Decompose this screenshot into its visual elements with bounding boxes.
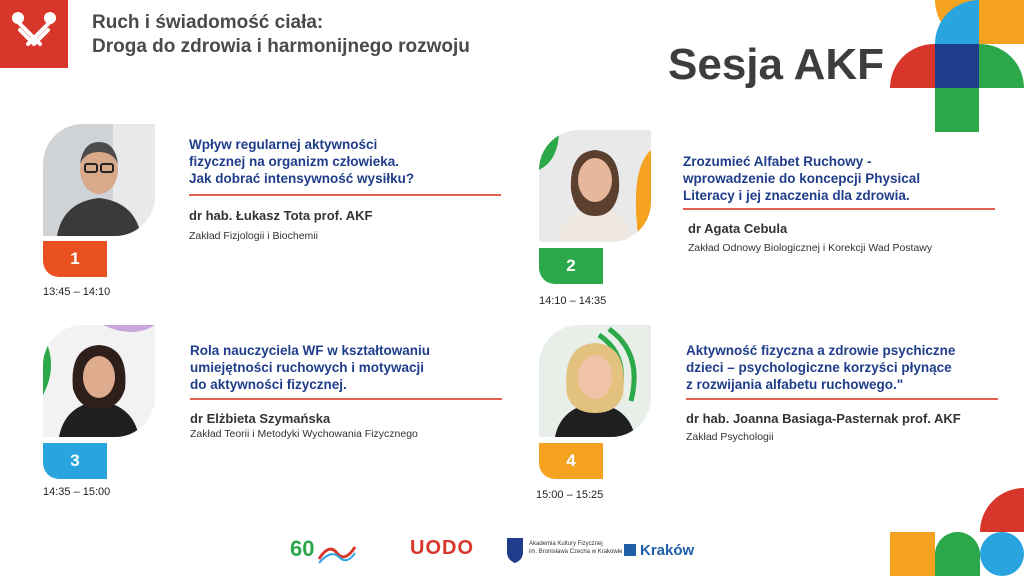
talk-time-2: 14:10 – 14:35 [539, 295, 607, 307]
speaker-photo-4 [539, 325, 651, 437]
talk-title-4: Aktywność fizyczna a zdrowie psychiczne dzieci – psychologiczne korzyści płynące z rozwijania alfabetu ruchowego." [686, 343, 956, 392]
speaker-department-1: Zakład Fizjologii i Biochemii [189, 230, 318, 242]
talk-number-badge-1: 1 [43, 241, 107, 277]
talk-time-4: 15:00 – 15:25 [536, 489, 604, 501]
speaker-name-4: dr hab. Joanna Basiaga-Pasternak prof. AKF [686, 411, 961, 426]
speaker-department-3: Zakład Teorii i Metodyki Wychowania Fizycznego [190, 428, 418, 440]
krakow-logo: Kraków [624, 542, 694, 559]
talk-number-badge-3: 3 [43, 443, 107, 479]
krakow-grid-icon [624, 544, 636, 556]
talk-time-1: 13:45 – 14:10 [43, 286, 111, 298]
speaker-photo-2 [539, 130, 651, 242]
speaker-photo-3 [43, 325, 155, 437]
talk-number-badge-4: 4 [539, 443, 603, 479]
title-line-1: Ruch i świadomość ciała: [92, 12, 324, 33]
anniversary-logo: 60 [290, 536, 380, 566]
talk-time-3: 14:35 – 15:00 [43, 486, 111, 498]
speaker-department-4: Zakład Psychologii [686, 431, 774, 443]
talk-title-3: Rola nauczyciela WF w kształtowaniu umiejętności ruchowych i motywacji do aktywności fizycznej. [190, 343, 431, 392]
speaker-name-1: dr hab. Łukasz Tota prof. AKF [189, 208, 373, 223]
title-line-2: Droga do zdrowia i harmonijnego rozwoju [92, 36, 470, 57]
talk-divider-2 [683, 208, 995, 210]
page-title [92, 11, 470, 59]
uodo-logo: UODO [410, 537, 474, 559]
brand-logo [0, 0, 68, 68]
speaker-name-3: dr Elżbieta Szymańska [190, 411, 331, 426]
akf-logo: Akademia Kultury Fizycznej im. Bronisława Czecha w Krakowie [505, 536, 605, 568]
talk-divider-4 [686, 398, 998, 400]
speaker-department-2: Zakład Odnowy Biologicznej i Korekcji Wad Postawy [688, 242, 933, 254]
speaker-name-2: dr Agata Cebula [688, 221, 788, 236]
talk-number-badge-2: 2 [539, 248, 603, 284]
handshake-icon [0, 0, 68, 68]
talk-title-2: Zrozumieć Alfabet Ruchowy - wprowadzenie do koncepcji Physical Literacy i jej znaczenia dla zdrowia. [683, 154, 921, 203]
talk-title-1: Wpływ regularnej aktywności fizycznej na organizm człowieka. Jak dobrać intensywność wysiłku? [189, 137, 415, 186]
session-title: Sesja AKF [668, 40, 885, 89]
talk-divider-3 [190, 398, 502, 400]
shield-icon [505, 536, 525, 564]
speaker-photo-1 [43, 124, 155, 236]
ribbon-icon [317, 541, 357, 565]
talk-divider-1 [189, 194, 501, 196]
